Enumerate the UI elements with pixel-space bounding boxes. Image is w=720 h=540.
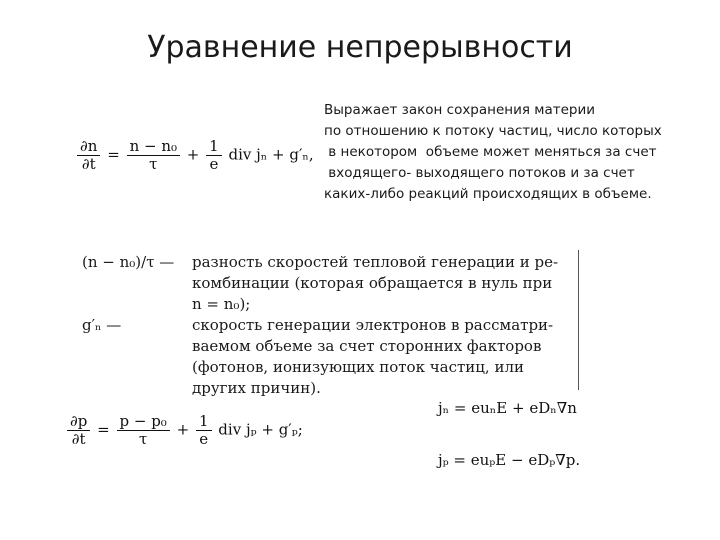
numerator: ∂p <box>67 413 90 431</box>
definition-text: скорость генерации электронов в рассматри- <box>192 316 554 334</box>
equals-sign: = <box>97 420 110 439</box>
definition-row <box>82 294 572 315</box>
definition-text: комбинации (которая обращается в нуль при <box>192 274 553 292</box>
denominator: τ <box>139 430 148 448</box>
fraction-dp-dt <box>67 413 90 448</box>
description-text <box>324 100 704 205</box>
continuity-equation-p <box>65 413 303 448</box>
fraction-one-over-e <box>206 138 222 173</box>
plus-sign: + <box>176 420 190 439</box>
numerator: p − p₀ <box>117 413 170 431</box>
fraction-dn-dt <box>77 138 100 173</box>
definition-text: разность скоростей тепловой генерации и ре- <box>192 253 559 271</box>
definition-term <box>82 357 192 378</box>
description-line: в некотором объеме может меняться за счет <box>324 144 657 160</box>
numerator: ∂n <box>77 138 100 156</box>
definition-term <box>82 294 192 315</box>
slide-title: Уравнение непрерывности <box>147 30 573 65</box>
definition-text: ваемом объеме за счет сторонних факторов <box>192 337 542 355</box>
plus-sign: + <box>186 145 200 164</box>
denominator: e <box>209 155 219 173</box>
description-line: по отношению к потоку частиц, число которых <box>324 123 662 139</box>
definitions-block <box>82 252 572 399</box>
fraction-recombination <box>117 413 170 448</box>
definition-term <box>82 378 192 399</box>
definition-row <box>82 252 572 273</box>
definition-row <box>82 273 572 294</box>
hole-current-equation: jₚ = euₚE − eDₚ∇p. <box>438 451 581 469</box>
definition-row <box>82 336 572 357</box>
definition-term: (n − n₀)/τ — <box>82 253 175 271</box>
numerator: n − n₀ <box>127 138 180 156</box>
continuity-equation-n <box>75 138 314 173</box>
definition-term <box>82 273 192 294</box>
fraction-recombination <box>127 138 180 173</box>
description-line: входящего- выходящего потоков и за счет <box>324 165 635 181</box>
denominator: τ <box>149 155 158 173</box>
definition-text: (фотонов, ионизующих поток частиц, или <box>192 358 524 376</box>
denominator: ∂t <box>71 430 86 448</box>
equation-tail: div jₙ + g′ₙ, <box>228 145 314 164</box>
definition-row <box>82 378 572 399</box>
denominator: e <box>199 430 209 448</box>
definition-term: g′ₙ — <box>82 316 122 334</box>
definition-text: n = n₀); <box>192 295 251 313</box>
equals-sign: = <box>107 145 120 164</box>
description-line: каких-либо реакций происходящих в объеме. <box>324 186 652 202</box>
definition-row <box>82 315 572 336</box>
numerator: 1 <box>196 413 212 431</box>
definition-row <box>82 357 572 378</box>
definition-text: других причин). <box>192 379 321 397</box>
description-line: Выражает закон сохранения материи <box>324 102 596 118</box>
definition-term <box>82 336 192 357</box>
electron-current-equation: jₙ = euₙE + eDₙ∇n <box>438 399 577 417</box>
equation-tail: div jₚ + g′ₚ; <box>218 420 303 439</box>
denominator: ∂t <box>81 155 96 173</box>
vertical-divider <box>578 250 579 390</box>
numerator: 1 <box>206 138 222 156</box>
fraction-one-over-e <box>196 413 212 448</box>
